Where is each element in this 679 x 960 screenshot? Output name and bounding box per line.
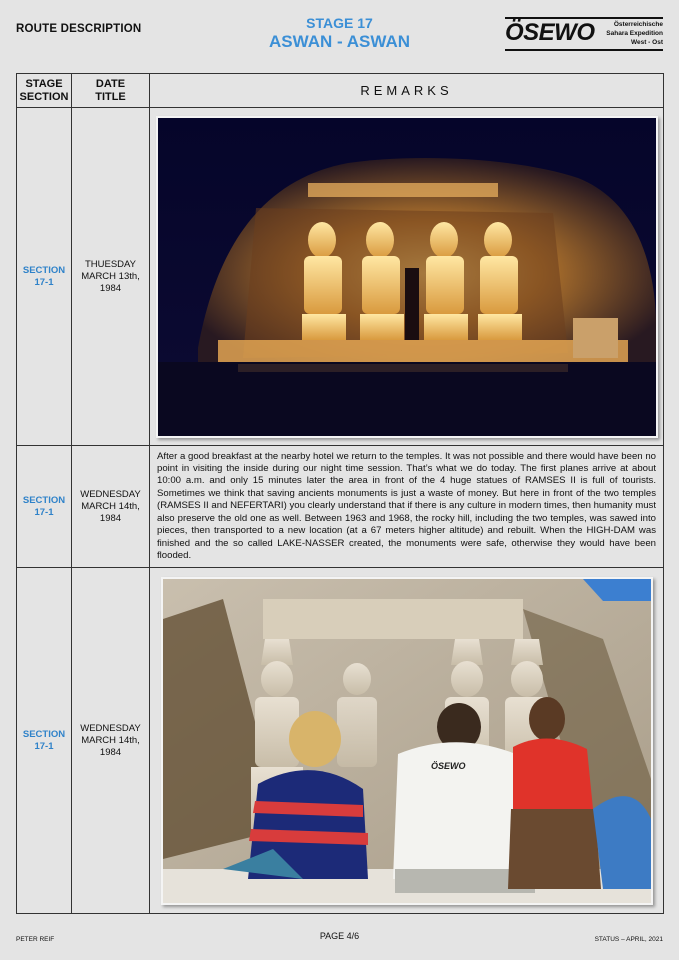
date-weekday: THUESDAY	[84, 258, 137, 270]
footer-status: STATUS – APRIL, 2021	[594, 936, 663, 943]
abu-simbel-day-photo	[161, 577, 653, 905]
route-title: ASWAN - ASWAN	[268, 32, 411, 51]
section-number: 17-1	[34, 740, 54, 752]
section-number: 17-1	[34, 506, 54, 518]
date-weekday: WEDNESDAY	[80, 722, 141, 734]
table-header-row	[17, 74, 664, 108]
footer-author: PETER REIF	[16, 936, 55, 943]
date-cell	[72, 446, 150, 568]
col-header-date-title	[72, 74, 150, 108]
document-label: ROUTE DESCRIPTION	[16, 23, 142, 35]
date-year: 1984	[99, 746, 122, 758]
col-header-stage-section	[17, 74, 72, 108]
table-row	[17, 568, 664, 914]
date-cell	[72, 568, 150, 914]
date-weekday: WEDNESDAY	[80, 488, 141, 500]
section-label: SECTION	[22, 494, 66, 506]
section-number: 17-1	[34, 276, 54, 288]
col-header-title: TITLE	[95, 90, 126, 103]
section-cell	[17, 568, 72, 914]
section-label: SECTION	[22, 264, 66, 276]
col-header-stage: STAGE	[25, 77, 63, 90]
logo-brand: ÖSEWO	[505, 19, 595, 46]
section-cell	[17, 446, 72, 568]
remarks-photo-cell	[150, 108, 664, 446]
osewo-logo	[505, 17, 663, 53]
remarks-text: After a good breakfast at the nearby hotel we return to the temples. It was not possible and there would have been no point in visiting the inside during our night time session. That’s what we do today. The first planes arrive at about 10:00 a.m. and only 15 minutes later the area in front of the 4 huge statues of RAMSES II is full of tourists. Sometimes we think that saving ancients monuments is just a waste of money. But here in front of the two temples (RAMSES II and NEFERTARI) you clearly understand that if there is any culture in modern times, then humanity must also preserve the old one as well. Between 1963 and 1968, the rocky hill, including the two temples, was sawed into pieces, then transported to a new location (at a 67 meters higher altitude) and rebuilt. When the HIGH-DAM was finished and the so called LAKE-NASSER created, the monuments were safe, otherwise they would have been flooded.	[150, 446, 664, 568]
col-header-section: SECTION	[19, 90, 69, 103]
logo-line-1: Österreichische	[613, 21, 663, 28]
date-day: MARCH 14th,	[81, 734, 140, 746]
route-table	[16, 73, 664, 914]
logo-line-2: Sahara Expedition	[606, 30, 663, 37]
abu-simbel-night-photo	[156, 116, 658, 438]
logo-line-3: West - Ost	[630, 39, 663, 46]
shirt-print: ÖSEWO	[430, 760, 466, 771]
col-header-remarks: REMARKS	[150, 74, 664, 108]
logo-subtitle	[606, 20, 663, 47]
date-cell	[72, 108, 150, 446]
table-row	[17, 108, 664, 446]
col-header-date: DATE	[95, 77, 126, 90]
date-day: MARCH 14th,	[81, 500, 140, 512]
remarks-photo-cell	[150, 568, 664, 914]
table-row	[17, 446, 664, 568]
stage-number: STAGE 17	[306, 15, 373, 31]
section-label: SECTION	[22, 728, 66, 740]
date-year: 1984	[99, 282, 122, 294]
section-cell	[17, 108, 72, 446]
footer-page-number: PAGE 4/6	[319, 931, 360, 941]
date-day: MARCH 13th,	[81, 270, 140, 282]
day-temple-illustration	[163, 579, 651, 903]
night-temple-illustration	[158, 118, 656, 436]
logo-rule-bottom	[505, 49, 663, 51]
date-year: 1984	[99, 512, 122, 524]
